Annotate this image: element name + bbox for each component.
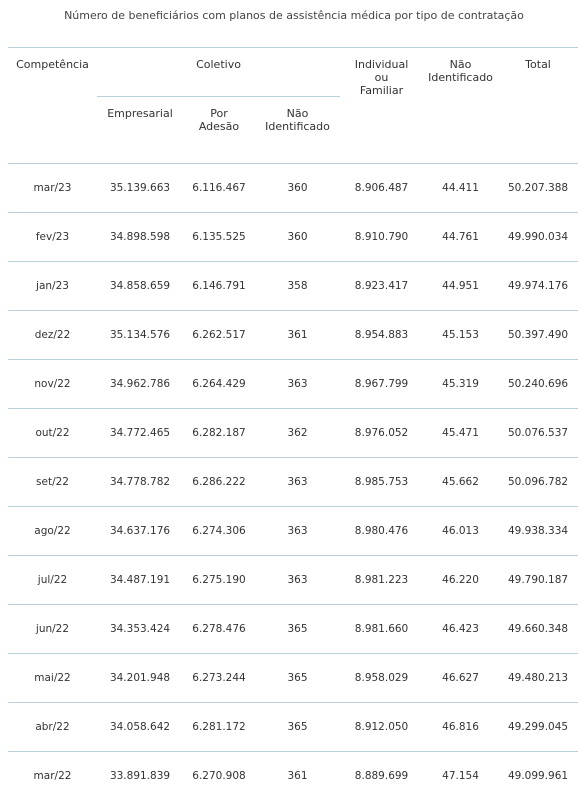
- table-row: [8, 262, 578, 311]
- table-row: [8, 458, 578, 507]
- cell-individual-familiar: 8.923.417: [340, 262, 423, 311]
- cell-competencia: mar/23: [8, 164, 97, 213]
- cell-competencia: jan/23: [8, 262, 97, 311]
- cell-competencia: mar/22: [8, 752, 97, 800]
- cell-empresarial: 34.778.782: [97, 458, 183, 507]
- cell-total: 49.990.034: [498, 213, 578, 262]
- cell-por-adesao: 6.275.190: [183, 556, 255, 605]
- cell-total: 49.660.348: [498, 605, 578, 654]
- cell-total: 49.974.176: [498, 262, 578, 311]
- cell-nao-identificado: 45.471: [423, 409, 498, 458]
- header-competencia: Competência: [8, 48, 97, 164]
- cell-coletivo-nao-identificado: 365: [255, 654, 340, 703]
- cell-competencia: set/22: [8, 458, 97, 507]
- cell-coletivo-nao-identificado: 361: [255, 752, 340, 800]
- cell-competencia: dez/22: [8, 311, 97, 360]
- cell-nao-identificado: 46.627: [423, 654, 498, 703]
- cell-individual-familiar: 8.912.050: [340, 703, 423, 752]
- cell-competencia: abr/22: [8, 703, 97, 752]
- cell-individual-familiar: 8.981.223: [340, 556, 423, 605]
- cell-coletivo-nao-identificado: 361: [255, 311, 340, 360]
- cell-nao-identificado: 45.319: [423, 360, 498, 409]
- cell-coletivo-nao-identificado: 365: [255, 605, 340, 654]
- cell-nao-identificado: 47.154: [423, 752, 498, 800]
- cell-empresarial: 34.637.176: [97, 507, 183, 556]
- cell-por-adesao: 6.262.517: [183, 311, 255, 360]
- cell-competencia: jul/22: [8, 556, 97, 605]
- cell-total: 49.099.961: [498, 752, 578, 800]
- cell-total: 50.096.782: [498, 458, 578, 507]
- table-row: [8, 507, 578, 556]
- cell-por-adesao: 6.116.467: [183, 164, 255, 213]
- beneficiarios-table: [8, 47, 578, 800]
- table-row: [8, 605, 578, 654]
- header-total: Total: [498, 48, 578, 164]
- cell-competencia: mai/22: [8, 654, 97, 703]
- cell-empresarial: 34.353.424: [97, 605, 183, 654]
- cell-total: 50.240.696: [498, 360, 578, 409]
- cell-total: 50.207.388: [498, 164, 578, 213]
- header-por-adesao: Por Adesão: [183, 97, 255, 164]
- cell-individual-familiar: 8.910.790: [340, 213, 423, 262]
- cell-empresarial: 34.772.465: [97, 409, 183, 458]
- table-body: [8, 164, 578, 800]
- cell-por-adesao: 6.264.429: [183, 360, 255, 409]
- cell-empresarial: 34.058.642: [97, 703, 183, 752]
- cell-empresarial: 34.898.598: [97, 213, 183, 262]
- cell-nao-identificado: 45.662: [423, 458, 498, 507]
- cell-individual-familiar: 8.906.487: [340, 164, 423, 213]
- cell-competencia: ago/22: [8, 507, 97, 556]
- table-row: [8, 409, 578, 458]
- cell-individual-familiar: 8.954.883: [340, 311, 423, 360]
- cell-coletivo-nao-identificado: 363: [255, 360, 340, 409]
- cell-empresarial: 34.487.191: [97, 556, 183, 605]
- cell-nao-identificado: 46.013: [423, 507, 498, 556]
- cell-empresarial: 34.962.786: [97, 360, 183, 409]
- table-row: [8, 703, 578, 752]
- cell-coletivo-nao-identificado: 360: [255, 213, 340, 262]
- cell-total: 50.397.490: [498, 311, 578, 360]
- table-row: [8, 360, 578, 409]
- table-row: [8, 164, 578, 213]
- cell-coletivo-nao-identificado: 363: [255, 556, 340, 605]
- cell-individual-familiar: 8.958.029: [340, 654, 423, 703]
- cell-coletivo-nao-identificado: 362: [255, 409, 340, 458]
- cell-individual-familiar: 8.980.476: [340, 507, 423, 556]
- cell-coletivo-nao-identificado: 363: [255, 458, 340, 507]
- cell-por-adesao: 6.281.172: [183, 703, 255, 752]
- cell-nao-identificado: 44.951: [423, 262, 498, 311]
- cell-individual-familiar: 8.889.699: [340, 752, 423, 800]
- cell-competencia: out/22: [8, 409, 97, 458]
- cell-por-adesao: 6.278.476: [183, 605, 255, 654]
- cell-por-adesao: 6.146.791: [183, 262, 255, 311]
- cell-nao-identificado: 44.411: [423, 164, 498, 213]
- cell-individual-familiar: 8.967.799: [340, 360, 423, 409]
- header-empresarial: Empresarial: [97, 97, 183, 164]
- cell-por-adesao: 6.270.908: [183, 752, 255, 800]
- cell-coletivo-nao-identificado: 358: [255, 262, 340, 311]
- cell-por-adesao: 6.274.306: [183, 507, 255, 556]
- cell-empresarial: 35.134.576: [97, 311, 183, 360]
- cell-total: 49.938.334: [498, 507, 578, 556]
- table-row: [8, 556, 578, 605]
- cell-individual-familiar: 8.976.052: [340, 409, 423, 458]
- cell-empresarial: 34.201.948: [97, 654, 183, 703]
- cell-empresarial: 33.891.839: [97, 752, 183, 800]
- cell-nao-identificado: 46.220: [423, 556, 498, 605]
- table-row: [8, 311, 578, 360]
- header-coletivo: Coletivo: [97, 48, 340, 97]
- table-row: [8, 752, 578, 800]
- cell-individual-familiar: 8.985.753: [340, 458, 423, 507]
- cell-empresarial: 35.139.663: [97, 164, 183, 213]
- cell-por-adesao: 6.135.525: [183, 213, 255, 262]
- cell-nao-identificado: 45.153: [423, 311, 498, 360]
- cell-coletivo-nao-identificado: 363: [255, 507, 340, 556]
- cell-competencia: jun/22: [8, 605, 97, 654]
- table-caption: Número de beneficiários com planos de assistência médica por tipo de contratação: [0, 9, 588, 22]
- cell-empresarial: 34.858.659: [97, 262, 183, 311]
- cell-por-adesao: 6.286.222: [183, 458, 255, 507]
- cell-individual-familiar: 8.981.660: [340, 605, 423, 654]
- cell-nao-identificado: 46.423: [423, 605, 498, 654]
- table-row: [8, 654, 578, 703]
- cell-total: 50.076.537: [498, 409, 578, 458]
- cell-competencia: fev/23: [8, 213, 97, 262]
- table-row: [8, 213, 578, 262]
- header-nao-identificado: Não Identificado: [423, 48, 498, 164]
- cell-total: 49.299.045: [498, 703, 578, 752]
- cell-por-adesao: 6.273.244: [183, 654, 255, 703]
- cell-nao-identificado: 46.816: [423, 703, 498, 752]
- cell-nao-identificado: 44.761: [423, 213, 498, 262]
- cell-total: 49.790.187: [498, 556, 578, 605]
- cell-total: 49.480.213: [498, 654, 578, 703]
- header-individual-familiar: Individual ou Familiar: [340, 48, 423, 164]
- cell-coletivo-nao-identificado: 365: [255, 703, 340, 752]
- cell-coletivo-nao-identificado: 360: [255, 164, 340, 213]
- cell-por-adesao: 6.282.187: [183, 409, 255, 458]
- header-coletivo-nao-identificado: Não Identificado: [255, 97, 340, 164]
- cell-competencia: nov/22: [8, 360, 97, 409]
